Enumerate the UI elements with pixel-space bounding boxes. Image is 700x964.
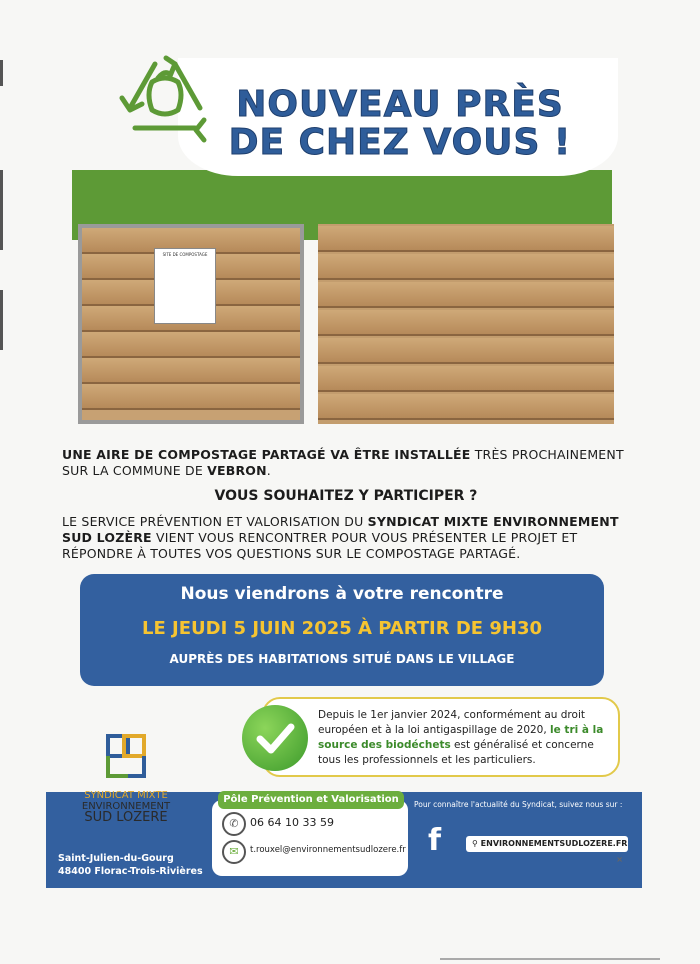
- phone-number[interactable]: 06 64 10 33 59: [250, 816, 334, 829]
- question-heading: VOUS SOUHAITEZ Y PARTICIPER ?: [214, 488, 478, 504]
- email-address[interactable]: t.rouxel@environnementsudlozere.fr: [250, 845, 406, 855]
- facebook-icon[interactable]: f: [428, 823, 442, 858]
- title-line-2: DE CHEZ VOUS !: [228, 122, 572, 163]
- meeting-location: AUPRÈS DES HABITATIONS SITUÉ DANS LE VILLAGE: [169, 652, 515, 666]
- title-line-1: NOUVEAU PRÈS: [236, 84, 564, 125]
- scan-line: [440, 958, 660, 960]
- page-title: [180, 86, 620, 162]
- facebook-search-bar[interactable]: ⚲ ENVIRONNEMENTSUDLOZERE.FR ×: [466, 836, 628, 852]
- pole-label: Pôle Prévention et Valorisation: [218, 791, 404, 809]
- service-paragraph: LE SERVICE PRÉVENTION ET VALORISATION DU SYNDICAT MIXTE ENVIRONNEMENT SUD LOZÈRE VIENT VOUS RENCONTRER POUR VOUS PRÉSENTER LE PROJET ET RÉPONDRE À TOUTES VOS QUESTIONS SUR LE COMPOSTAGE PARTAGÉ.: [62, 514, 619, 561]
- meeting-date: LE JEUDI 5 JUIN 2025 À PARTIR DE 9H30: [141, 618, 542, 639]
- search-icon: ⚲: [472, 839, 481, 848]
- compost-bin-photo-left: [78, 224, 304, 424]
- compost-sign: SITE DE COMPOSTAGE: [154, 248, 216, 324]
- intro-paragraph: UNE AIRE DE COMPOSTAGE PARTAGÉ VA ÊTRE INSTALLÉE TRÈS PROCHAINEMENT SUR LA COMMUNE DE VEBRON.: [62, 447, 624, 478]
- meeting-intro: Nous viendrons à votre rencontre: [180, 584, 504, 604]
- logo-text: SYNDICAT MIXTE ENVIRONNEMENT SUD LOZERE: [81, 790, 171, 825]
- phone-icon: ✆: [222, 812, 246, 836]
- scan-mark: [0, 60, 3, 86]
- info-text: Depuis le 1er janvier 2024, conformément au droit européen et à la loi antigaspillage de 2020, le tri à la source des biodéchets est généralisé et concerne tous les professionnels et les particuliers.: [318, 709, 604, 766]
- checkmark-icon: [242, 705, 308, 771]
- address: Saint-Julien-du-Gourg 48400 Florac-Trois-Rivières: [58, 853, 203, 877]
- syndicat-logo: [66, 728, 186, 788]
- scan-mark: [0, 170, 3, 250]
- close-icon[interactable]: ×: [616, 855, 623, 864]
- contact-card: [212, 800, 408, 876]
- mail-icon: ✉: [222, 840, 246, 864]
- follow-text: Pour connaître l'actualité du Syndicat, suivez nous sur :: [414, 800, 623, 809]
- logo-mark-icon: [66, 728, 186, 788]
- scan-mark: [0, 290, 3, 350]
- compost-bin-photo-right: [318, 224, 614, 424]
